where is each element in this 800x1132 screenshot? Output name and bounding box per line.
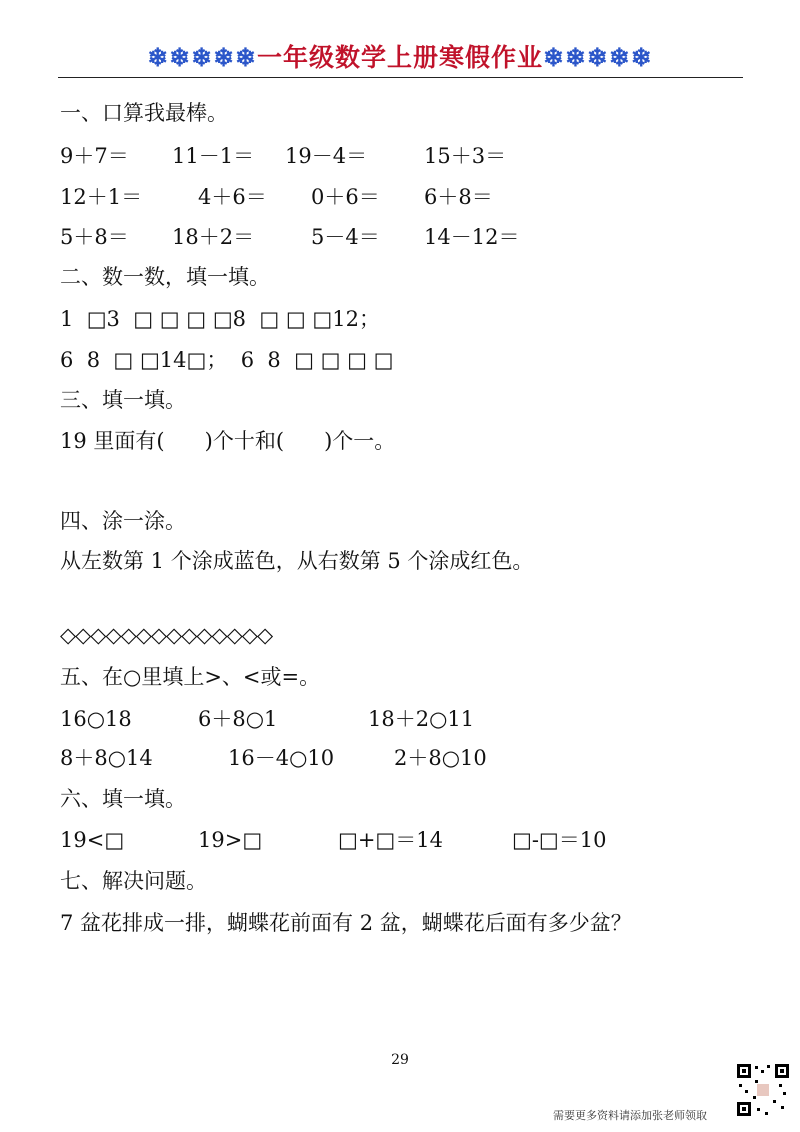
exercise: 14－12＝ — [424, 225, 520, 249]
comparison: 16－4○10 — [228, 746, 335, 770]
word-problem: 7 盆花排成一排，蝴蝶花前面有 2 盆，蝴蝶花后面有多少盆？ — [60, 911, 632, 935]
exercise: 5－4＝ — [311, 225, 380, 249]
section-4-heading: 四、涂一涂。 — [60, 509, 186, 533]
snowflake-icons-right: ❄❄❄❄❄ — [543, 43, 653, 72]
header-divider — [58, 77, 743, 78]
diamond-shapes-row: ◇◇◇◇◇◇◇◇◇◇◇◇◇◇ — [60, 623, 273, 647]
exercise: 11－1＝ — [172, 144, 255, 168]
exercise: 0＋6＝ — [311, 185, 380, 209]
page-header — [0, 38, 800, 74]
section-2-heading: 二、数一数，填一填。 — [60, 265, 270, 289]
comparison: 18＋2○11 — [368, 707, 475, 731]
section-3-heading: 三、填一填。 — [60, 388, 186, 412]
comparison: 2＋8○10 — [394, 746, 487, 770]
number-sequence-1: 1 □3 □ □ □ □8 □ □ □12； — [60, 307, 380, 331]
fill-blank: 19>□ — [198, 828, 263, 852]
section-5-heading: 五、在○里填上>、<或=。 — [60, 665, 321, 689]
comparison: 6＋8○1 — [198, 707, 278, 731]
exercise: 18＋2＝ — [172, 225, 255, 249]
fill-blank: 19<□ — [60, 828, 125, 852]
exercise: 12＋1＝ — [60, 185, 143, 209]
comparison: 16○18 — [60, 707, 132, 731]
coloring-instruction: 从左数第 1 个涂成蓝色，从右数第 5 个涂成红色。 — [60, 549, 534, 573]
qr-code-icon — [735, 1062, 791, 1118]
fill-blank: □+□＝14 — [338, 828, 443, 852]
snowflake-icons-left: ❄❄❄❄❄ — [147, 43, 257, 72]
number-sequence-2: 6 8 □ □14□； 6 8 □ □ □ □ — [60, 348, 394, 372]
exercise: 6＋8＝ — [424, 185, 493, 209]
exercise: 15＋3＝ — [424, 144, 507, 168]
section-6-heading: 六、填一填。 — [60, 787, 186, 811]
exercise: 9＋7＝ — [60, 144, 129, 168]
section-7-heading: 七、解决问题。 — [60, 869, 207, 893]
comparison: 8＋8○14 — [60, 746, 153, 770]
section-1-heading: 一、口算我最棒。 — [60, 101, 228, 125]
tens-ones-question: 19 里面有( )个十和( )个一。 — [60, 429, 396, 453]
exercise: 4＋6＝ — [198, 185, 267, 209]
fill-blank: □-□＝10 — [512, 828, 607, 852]
exercise: 5＋8＝ — [60, 225, 129, 249]
footer-note: 需要更多资料请添加张老师领取 — [553, 1109, 707, 1122]
page-number: 29 — [391, 1052, 409, 1068]
exercise: 19－4＝ — [285, 144, 368, 168]
page-title: 一年级数学上册寒假作业 — [256, 43, 543, 72]
